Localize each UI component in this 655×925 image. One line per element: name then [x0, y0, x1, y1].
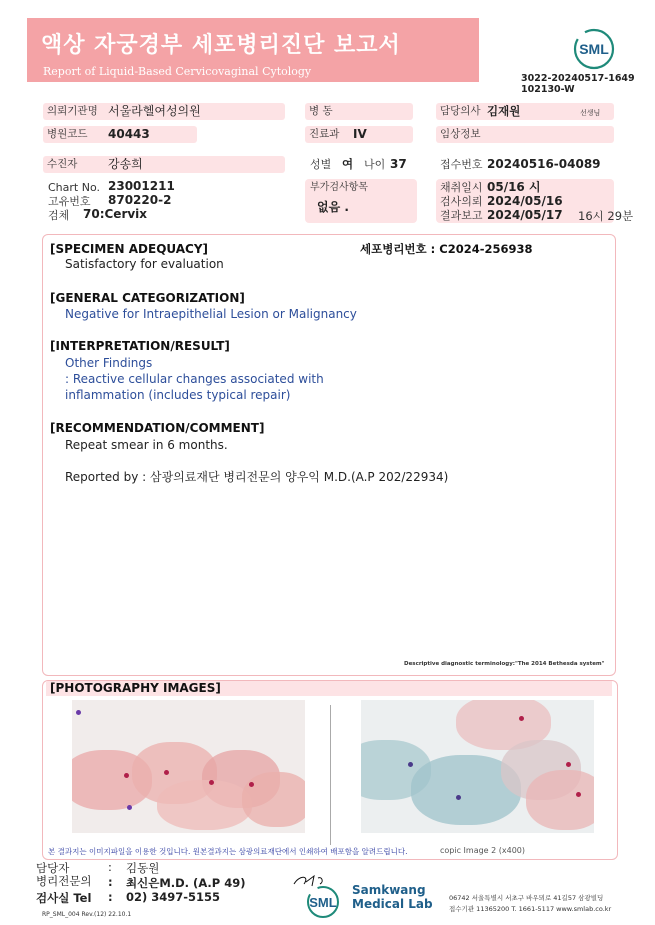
recommendation-text: Repeat smear in 6 months.	[65, 438, 228, 452]
interpretation-title: [INTERPRETATION/RESULT]	[50, 339, 230, 353]
interpretation-line-3: inflammation (includes typical repair)	[65, 388, 291, 402]
title-banner	[27, 18, 479, 82]
general-text: Negative for Intraepithelial Lesion or Malignancy	[65, 307, 357, 321]
colon-2: :	[108, 875, 113, 889]
microscopic-image-1	[72, 700, 305, 833]
report-value: 2024/05/17	[487, 208, 563, 222]
interpretation-line-1: Other Findings	[65, 356, 153, 370]
code-value: 40443	[108, 127, 150, 141]
code-label: 병원코드	[43, 126, 197, 143]
age-label: 나이	[364, 158, 386, 171]
request-value: 2024/05/16	[487, 194, 563, 208]
colon-3: :	[108, 890, 113, 904]
receipt-label: 접수번호	[440, 158, 483, 171]
specimen-label: 검체	[48, 209, 70, 222]
tel-label: 검사실 Tel	[36, 891, 92, 905]
dept-value: IV	[353, 127, 367, 141]
pathology-number: 세포병리번호 : C2024-256938	[360, 242, 533, 256]
colon-1: :	[108, 860, 112, 874]
reported-by: Reported by : 삼광의료재단 병리전문의 양우익 M.D.(A.P 202/22934)	[65, 470, 449, 484]
report-label: 결과보고	[440, 209, 483, 222]
svg-text:SML: SML	[579, 41, 609, 57]
document-id: 3022-20240517-1649 102130-W	[521, 73, 635, 95]
image-2-caption: copic Image 2 (x400)	[440, 846, 526, 855]
brand-line-2: Medical Lab	[352, 897, 433, 911]
sml-logo	[572, 27, 616, 71]
chart-label: Chart No.	[48, 181, 100, 194]
recommendation-title: [RECOMMENDATION/COMMENT]	[50, 421, 265, 435]
receipt-value: 20240516-04089	[487, 157, 601, 171]
patient-value: 강송희	[108, 157, 143, 171]
org-label: 의뢰기관명	[43, 103, 285, 120]
sex-value: 여	[342, 157, 354, 171]
interpretation-line-2: : Reactive cellular changes associated with	[65, 372, 324, 386]
doctor-value: 김재원	[487, 104, 521, 118]
report-title: 액상 자궁경부 세포병리진단 보고서	[41, 33, 401, 58]
request-label: 검사의뢰	[440, 195, 483, 208]
staff-label: 담당자	[36, 861, 70, 875]
photography-title: [PHOTOGRAPHY IMAGES]	[50, 681, 221, 695]
image-notice: 본 결과지는 이미지파일을 이용한 것입니다. 원본결과지는 삼광의료재단에서 인쇄하여 배포함을 알려드립니다.	[48, 847, 408, 856]
collect-label: 채취일시	[440, 181, 483, 194]
microscopic-image-2	[361, 700, 594, 833]
terminology-note: Descriptive diagnostic terminology:"The 2014 Bethesda system"	[404, 661, 605, 667]
sex-label: 성별	[310, 158, 332, 171]
report-subtitle: Report of Liquid-Based Cervicovaginal Cytology	[43, 65, 312, 78]
tel-value: 02) 3497-5155	[126, 890, 221, 904]
pathologist-value: 최신은M.D. (A.P 49)	[126, 876, 246, 890]
clinical-label: 임상정보	[436, 126, 614, 143]
collect-value: 05/16 시	[487, 180, 541, 194]
extra-label: 부가검사항목	[310, 182, 368, 193]
unique-value: 870220-2	[108, 193, 172, 207]
pathologist-label: 병리전문의	[36, 874, 92, 888]
image-divider	[330, 705, 331, 845]
form-code: RP_SML_004 Rev.(12) 22.10.1	[42, 911, 132, 918]
org-value: 서울라헬여성의원	[108, 104, 201, 118]
adequacy-text: Satisfactory for evaluation	[65, 257, 224, 271]
svg-text:SML: SML	[309, 895, 337, 910]
unique-label: 고유번호	[48, 195, 91, 208]
general-title: [GENERAL CATEGORIZATION]	[50, 291, 245, 305]
ward-label: 병 동	[305, 103, 413, 120]
signature-and-logo	[290, 872, 350, 918]
chart-value: 23001211	[108, 179, 175, 193]
adequacy-title: [SPECIMEN ADEQUACY]	[50, 242, 209, 256]
doctor-label: 담당의사	[436, 103, 614, 120]
staff-value: 김동원	[126, 861, 160, 875]
address-line-1: 06742 서울특별시 서초구 바우뫼로 41길57 삼광빌딩	[449, 894, 604, 902]
address-line-2: 접수기관 11365200 T. 1661-5117 www.smlab.co.kr	[449, 905, 612, 913]
doctor-suffix: 선생님	[580, 109, 601, 117]
extra-value: 없음 .	[317, 200, 349, 214]
dept-label: 진료과	[305, 126, 413, 143]
specimen-value: 70:Cervix	[83, 207, 148, 221]
brand-line-1: Samkwang	[352, 883, 426, 897]
report-time: 16시 29분	[578, 209, 634, 223]
patient-label: 수진자	[43, 156, 285, 173]
age-value: 37	[390, 157, 407, 171]
